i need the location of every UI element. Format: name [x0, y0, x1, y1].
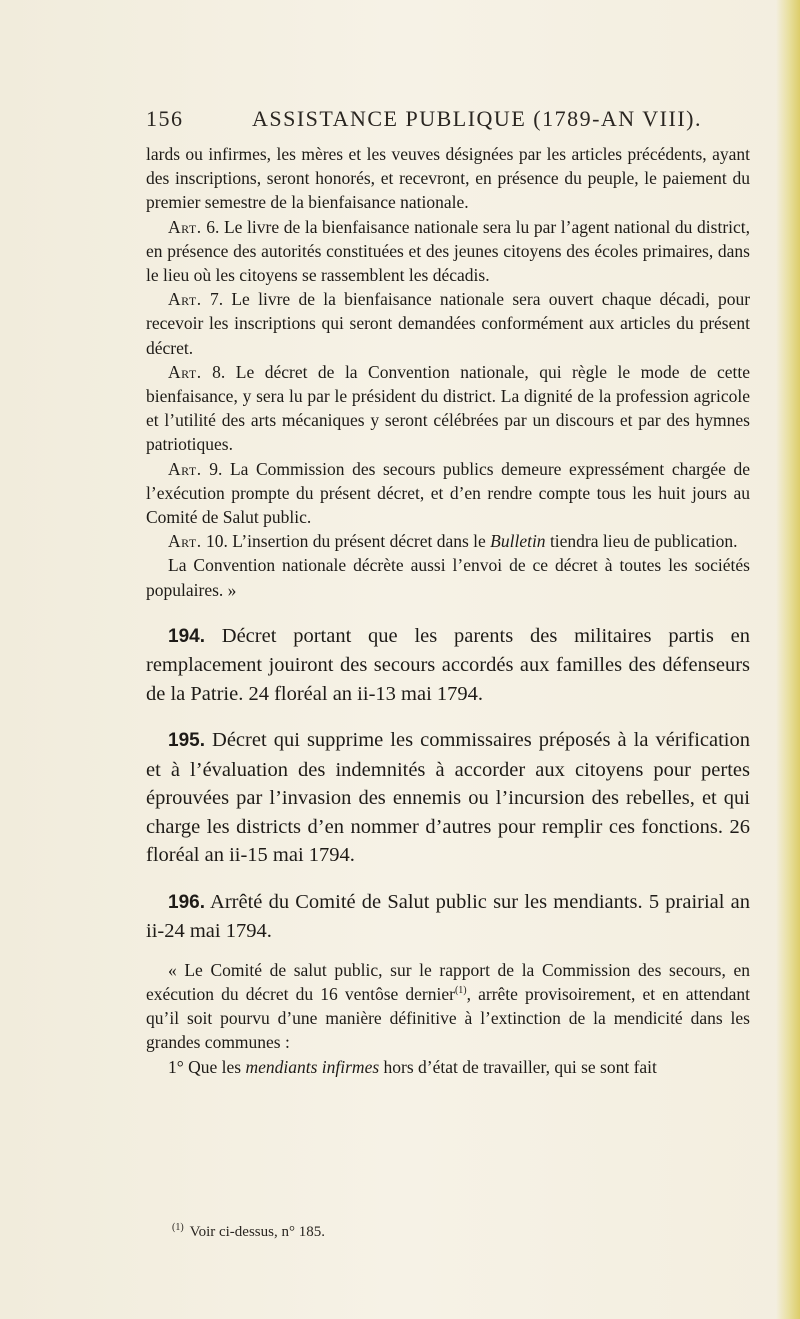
article-9: [146, 457, 750, 530]
running-title: ASSISTANCE PUBLIQUE (1789-AN VIII).: [252, 106, 702, 131]
article-number: 8.: [212, 361, 226, 382]
section-gap: [146, 708, 750, 726]
article-7: [146, 287, 750, 360]
item-text: 1° Que les: [168, 1056, 246, 1077]
entry-194: [146, 622, 750, 709]
item-text-end: hors d’état de travailler, qui se sont fait: [379, 1056, 657, 1077]
article-text: Le décret de la Convention nationale, qui règle le mode de cette bienfaisance, y sera lu par le président du district. La dignité de la profession agricole et l’utilité des arts mécaniques y seront célébrées par un discours et par des hymnes patriotiques.: [146, 361, 751, 455]
section-gap: [146, 946, 750, 958]
article-text: Le livre de la bienfaisance nationale sera lu par l’agent national du district, en présence des autorités constituées et des jeunes citoyens des écoles primaires, dans le lieu où les citoyens se rassemblent les décadis.: [146, 216, 751, 286]
article-label: Art.: [168, 361, 202, 382]
footnote: [172, 1222, 325, 1241]
entry-text: Arrêté du Comité de Salut public sur les mendiants. 5 prairial an ii-24 mai 1794.: [146, 890, 750, 943]
page-edge-shadow: [776, 0, 800, 1319]
entry-text: Décret portant que les parents des militaires partis en remplacement jouiront des secours accordés aux familles des défenseurs de la Patrie. 24 floréal an ii-13 mai 1794.: [146, 624, 751, 705]
article-number: 7.: [209, 289, 224, 310]
paragraph-continuation: lards ou infirmes, les mères et les veuves désignées par les articles précédents, ayant des inscriptions, seront honorés, et recevront, en présence du peuple, le paiement du premier semestre de la bienfaisance nationale.: [146, 144, 750, 213]
article-number: 10.: [206, 531, 228, 552]
article-text: Le livre de la bienfaisance nationale sera ouvert chaque décadi, pour recevoir les inscriptions qui seront demandées conformément aux articles du présent décret.: [146, 289, 751, 358]
entry-number: 196.: [168, 891, 205, 913]
entry-text: Décret qui supprime les commissaires préposés à la vérification et à l’évaluation des indemnités à accorder aux citoyens pour pertes éprouvées par l’invasion des ennemis ou l’incursion des rebelles, et qui charge les districts d’en nommer d’autres pour remplir ces fonctions. 26 floréal an ii-15 mai 1794.: [146, 729, 750, 867]
closing-paragraph: La Convention nationale décrète aussi l’envoi de ce décret à toutes les sociétés populaires. »: [146, 555, 750, 600]
article-10: [146, 529, 750, 553]
section-gap: [146, 870, 750, 888]
article-text-end: tiendra lieu de publication.: [545, 531, 738, 552]
entry-196: [146, 888, 750, 946]
entry-195: [146, 726, 750, 870]
decree-text: « Le Comité de salut public, sur le rapport de la Commission des secours, en exécution du décret du 16 ventôse dernier: [146, 959, 750, 1005]
article-number: 6.: [206, 216, 220, 237]
page-body: [146, 142, 750, 1079]
footnote-text: Voir ci-dessus, n° 185.: [189, 1224, 325, 1240]
footnote-marker: (1): [172, 1222, 184, 1233]
entry-number: 195.: [168, 730, 205, 752]
article-text: L’insertion du présent décret dans le: [232, 531, 491, 552]
entry-number: 194.: [168, 625, 205, 647]
article-number: 9.: [209, 458, 223, 479]
page-number: 156: [146, 106, 184, 131]
footnote-reference: (1): [454, 985, 467, 997]
article-label: Art.: [168, 216, 202, 237]
page-header: [146, 106, 702, 136]
decree-intro: [146, 958, 750, 1055]
article-text: La Commission des secours publics demeure expressément chargée de l’exécution prompte du présent décret, et d’en rendre compte tous les huit jours au Comité de Salut public.: [146, 458, 751, 528]
decree-item-1: [146, 1055, 750, 1079]
article-6: [146, 215, 750, 288]
section-gap: [146, 602, 750, 622]
item-italic: mendiants infirmes: [245, 1056, 380, 1077]
article-label: Art.: [168, 531, 202, 552]
article-8: [146, 360, 750, 457]
bulletin-title: Bulletin: [490, 531, 546, 552]
article-label: Art.: [168, 458, 202, 479]
decree-text-end: , arrête provisoirement, et en attendant qu’il soit pourvu d’une manière définitive à l’extinction de la mendicité dans les grandes communes :: [146, 984, 750, 1053]
article-label: Art.: [168, 289, 202, 310]
